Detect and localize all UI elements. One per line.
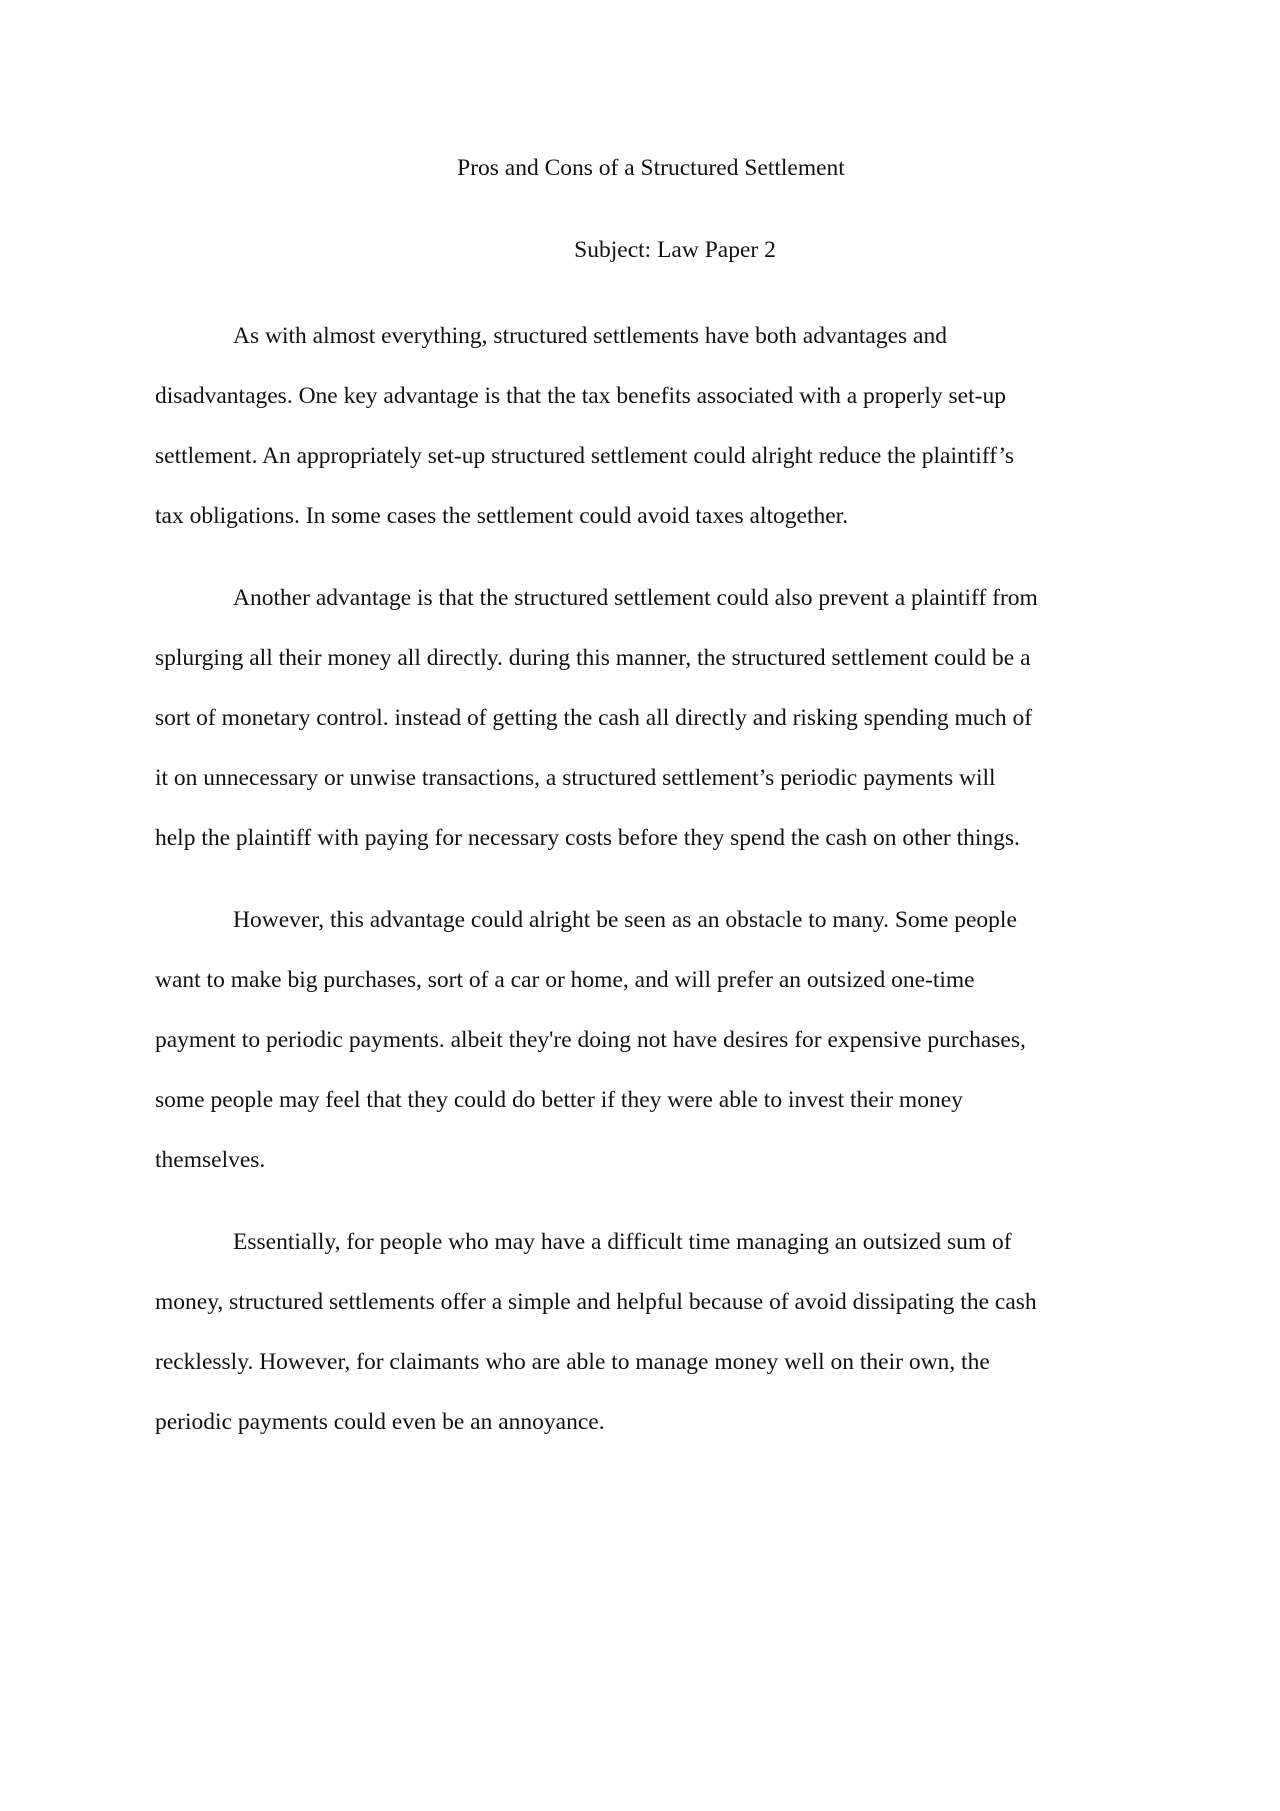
paragraph-line: However, this advantage could alright be seen as an obstacle to many. Some people bbox=[233, 907, 1017, 933]
paragraph-3 bbox=[155, 900, 1145, 1200]
paragraph-2 bbox=[155, 578, 1145, 878]
paragraph-line: help the plaintiff with paying for necessary costs before they spend the cash on other things. bbox=[155, 825, 1020, 851]
paragraph-line: recklessly. However, for claimants who are able to manage money well on their own, the bbox=[155, 1349, 990, 1375]
paragraph-line: payment to periodic payments. albeit they're doing not have desires for expensive purchases, bbox=[155, 1027, 1026, 1053]
document-title: Pros and Cons of a Structured Settlement bbox=[457, 155, 845, 181]
paragraph-line: periodic payments could even be an annoyance. bbox=[155, 1409, 605, 1435]
paragraph-line: Another advantage is that the structured settlement could also prevent a plaintiff from bbox=[233, 585, 1038, 611]
paragraph-line: Essentially, for people who may have a difficult time managing an outsized sum of bbox=[233, 1229, 1012, 1255]
paragraph-line: sort of monetary control. instead of getting the cash all directly and risking spending much of bbox=[155, 705, 1033, 731]
paragraph-line: disadvantages. One key advantage is that the tax benefits associated with a properly set-up bbox=[155, 383, 1006, 409]
paragraph-line: tax obligations. In some cases the settlement could avoid taxes altogether. bbox=[155, 503, 849, 529]
paragraph-1 bbox=[155, 316, 1145, 556]
paragraph-line: themselves. bbox=[155, 1147, 266, 1173]
paragraph-line: splurging all their money all directly. during this manner, the structured settlement could be a bbox=[155, 645, 1031, 671]
paragraph-line: want to make big purchases, sort of a car or home, and will prefer an outsized one-time bbox=[155, 967, 975, 993]
paragraph-line: money, structured settlements offer a simple and helpful because of avoid dissipating the cash bbox=[155, 1289, 1037, 1315]
paragraph-line: some people may feel that they could do better if they were able to invest their money bbox=[155, 1087, 963, 1113]
document-body bbox=[155, 316, 1145, 1484]
paragraph-line: settlement. An appropriately set-up structured settlement could alright reduce the plaintiff’s bbox=[155, 443, 1015, 469]
paragraph-4 bbox=[155, 1222, 1145, 1462]
paragraph-line: it on unnecessary or unwise transactions, a structured settlement’s periodic payments will bbox=[155, 765, 996, 791]
paragraph-line: As with almost everything, structured settlements have both advantages and bbox=[233, 323, 947, 349]
document-subtitle: Subject: Law Paper 2 bbox=[574, 237, 776, 263]
